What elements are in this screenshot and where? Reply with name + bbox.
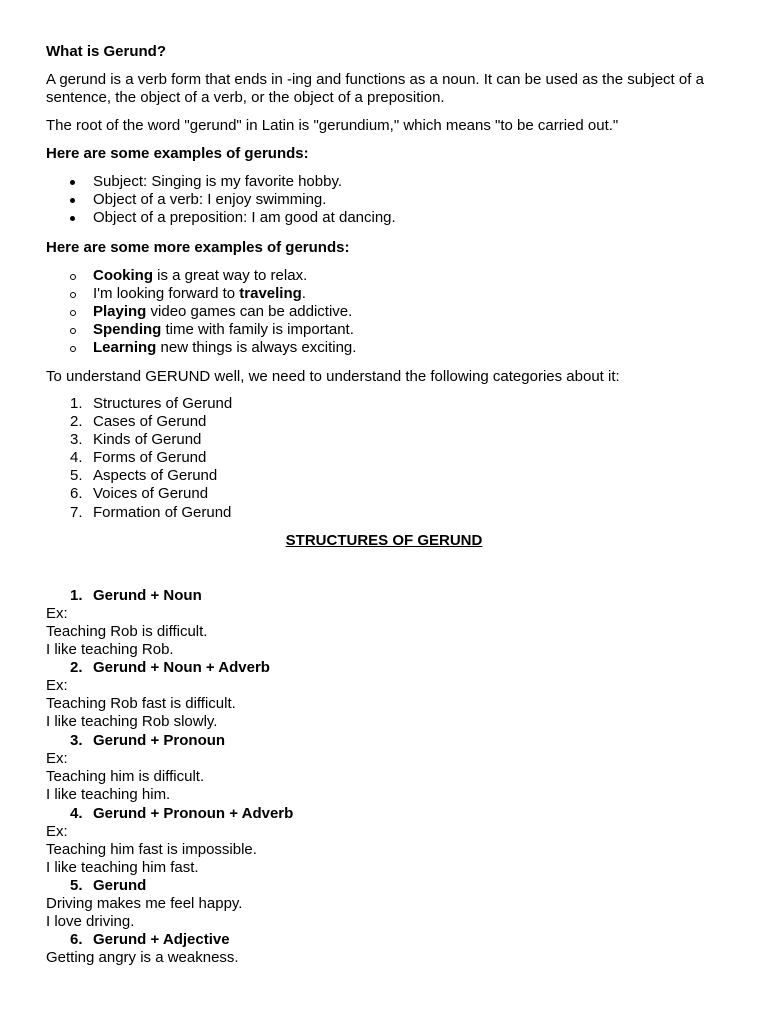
section-title: STRUCTURES OF GERUND (285, 532, 483, 549)
example-label: Ex: (46, 605, 68, 622)
example-label: Ex: (46, 750, 68, 767)
root-paragraph: The root of the word "gerund" in Latin is "gerundium," which means "to be carried out." (46, 117, 619, 134)
example-line: Teaching Rob is difficult. (46, 623, 208, 640)
structure-number: 4. (70, 805, 83, 822)
structure-number: 5. (70, 877, 83, 894)
more-examples-heading: Here are some more examples of gerunds: (46, 239, 350, 256)
example-label: Ex: (46, 677, 68, 694)
circle-bullet-icon (70, 274, 76, 280)
list-item: Cases of Gerund (93, 413, 207, 430)
list-item: Spending time with family is important. (93, 321, 354, 338)
example-line: I love driving. (46, 913, 135, 930)
list-item: Voices of Gerund (93, 485, 209, 502)
list-item: Forms of Gerund (93, 449, 207, 466)
structure-number: 6. (70, 931, 83, 948)
list-item: Kinds of Gerund (93, 431, 202, 448)
structure-heading: Gerund (93, 877, 147, 894)
structure-heading: Gerund + Pronoun + Adverb (93, 805, 294, 822)
example-line: I like teaching Rob. (46, 641, 174, 658)
example-line: Getting angry is a weakness. (46, 949, 239, 966)
circle-bullet-icon (70, 328, 76, 334)
example-line: Teaching Rob fast is difficult. (46, 695, 236, 712)
structure-heading: Gerund + Adjective (93, 931, 230, 948)
bullet-icon (70, 216, 75, 221)
example-line: Driving makes me feel happy. (46, 895, 243, 912)
structure-heading: Gerund + Pronoun (93, 732, 226, 749)
examples-heading: Here are some examples of gerunds: (46, 145, 309, 162)
example-line: I like teaching him. (46, 786, 171, 803)
circle-bullet-icon (70, 346, 76, 352)
list-item: Object of a preposition: I am good at dancing. (93, 209, 396, 226)
example-line: Teaching him fast is impossible. (46, 841, 257, 858)
list-number: 6. (70, 485, 83, 502)
structure-heading: Gerund + Noun + Adverb (93, 659, 270, 676)
example-line: I like teaching Rob slowly. (46, 713, 218, 730)
list-number: 1. (70, 395, 83, 412)
bullet-icon (70, 180, 75, 185)
structure-number: 3. (70, 732, 83, 749)
list-number: 3. (70, 431, 83, 448)
list-number: 7. (70, 504, 83, 521)
example-label: Ex: (46, 823, 68, 840)
circle-bullet-icon (70, 292, 76, 298)
structure-number: 1. (70, 587, 83, 604)
list-number: 2. (70, 413, 83, 430)
list-item: Formation of Gerund (93, 504, 232, 521)
list-item: I'm looking forward to traveling. (93, 285, 306, 302)
list-number: 5. (70, 467, 83, 484)
list-item: Aspects of Gerund (93, 467, 218, 484)
intro-paragraph: A gerund is a verb form that ends in -ing and functions as a noun. It can be used as the subject of a sentence, the object of a verb, or the object of a preposition. (46, 71, 704, 106)
structure-heading: Gerund + Noun (93, 587, 202, 604)
list-number: 4. (70, 449, 83, 466)
list-item: Cooking is a great way to relax. (93, 267, 308, 284)
categories-intro: To understand GERUND well, we need to understand the following categories about it: (46, 368, 620, 385)
list-item: Playing video games can be addictive. (93, 303, 353, 320)
page-title: What is Gerund? (46, 43, 166, 60)
list-item: Structures of Gerund (93, 395, 233, 412)
circle-bullet-icon (70, 310, 76, 316)
list-item: Object of a verb: I enjoy swimming. (93, 191, 327, 208)
example-line: I like teaching him fast. (46, 859, 199, 876)
example-line: Teaching him is difficult. (46, 768, 205, 785)
structure-number: 2. (70, 659, 83, 676)
bullet-icon (70, 198, 75, 203)
list-item: Learning new things is always exciting. (93, 339, 357, 356)
list-item: Subject: Singing is my favorite hobby. (93, 173, 343, 190)
